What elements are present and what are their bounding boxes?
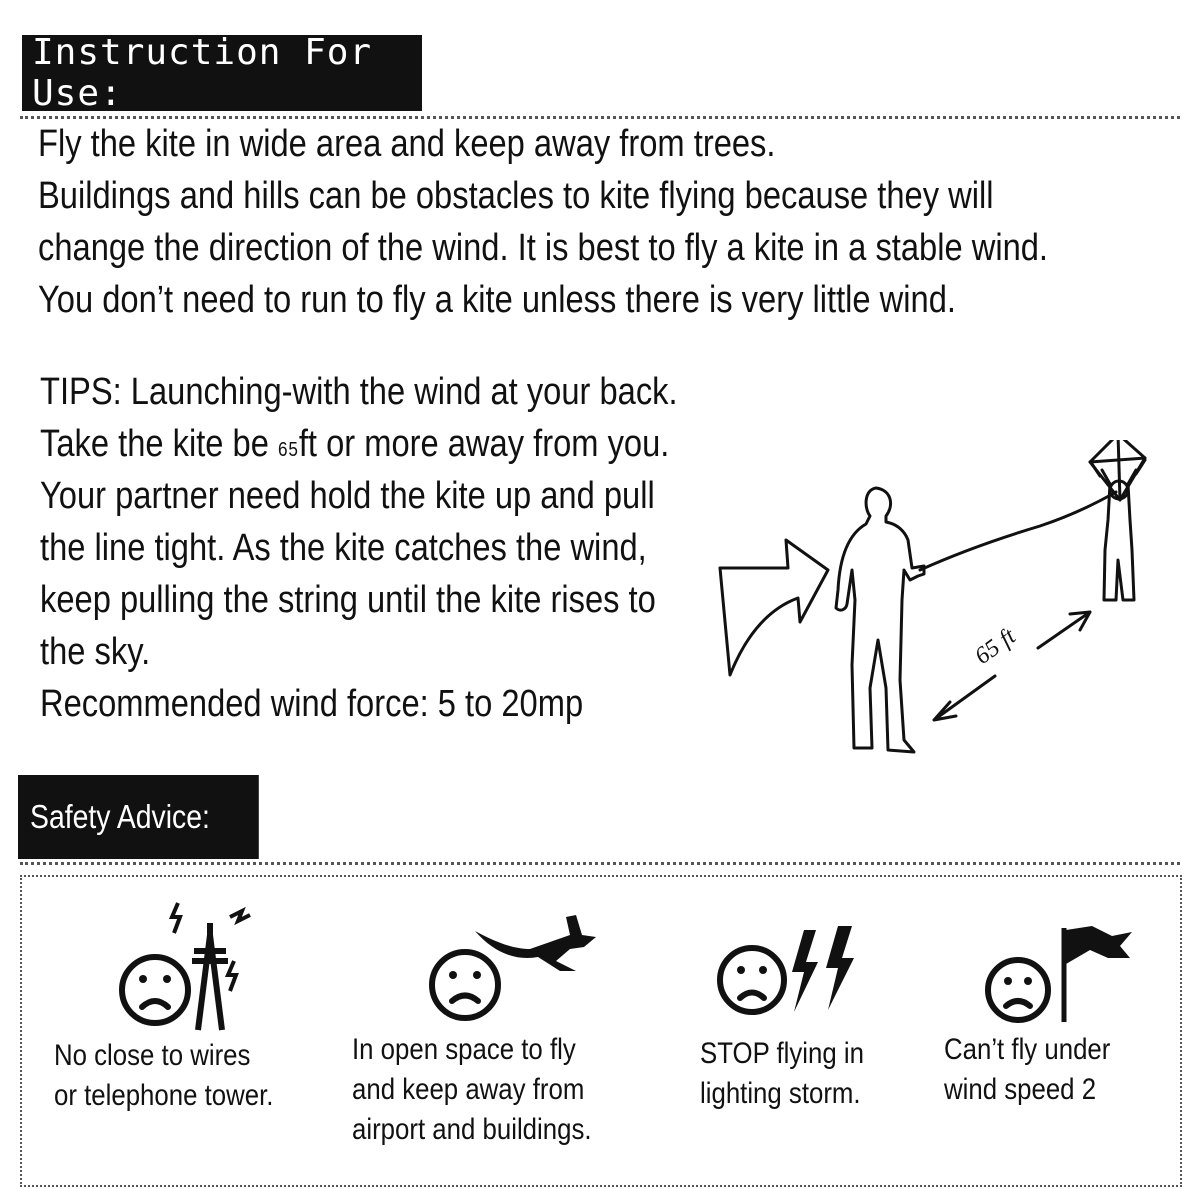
wind-arrow-icon bbox=[720, 540, 828, 675]
kite-launch-illustration bbox=[700, 440, 1200, 770]
distance-number: 65 bbox=[277, 439, 299, 461]
safety-caption-airport: In open space to fly and keep away from airport and buildings. bbox=[352, 1033, 592, 1146]
distance-arrow-icon bbox=[934, 676, 995, 720]
tips-line: the sky. bbox=[40, 631, 151, 673]
tips-line: keep pulling the string until the kite rises to bbox=[40, 579, 656, 621]
kite-icon bbox=[1090, 440, 1145, 500]
distance-arrow-icon bbox=[1038, 612, 1090, 648]
distance-label: 65 ft bbox=[970, 623, 1021, 670]
tips-line: Your partner need hold the kite up and pull bbox=[40, 475, 655, 517]
kite-string bbox=[920, 492, 1116, 570]
instruction-line: You don’t need to run to fly a kite unless there is very little wind. bbox=[38, 279, 956, 321]
sad-face-airplane-icon bbox=[420, 905, 600, 1035]
wind-force-line: Recommended wind force: 5 to 20mp bbox=[40, 683, 584, 725]
safety-caption-storm: STOP flying in lighting storm. bbox=[700, 1037, 864, 1110]
safety-banner-title: Safety Advice: bbox=[30, 798, 210, 835]
person-launcher-icon bbox=[836, 488, 924, 752]
safety-caption-wind: Can’t fly under wind speed 2 bbox=[944, 1033, 1111, 1106]
tips-line-distance: Take the kite be 65ft or more away from you. bbox=[40, 423, 670, 465]
sad-face-tower-icon bbox=[110, 895, 270, 1040]
safety-divider bbox=[20, 862, 1180, 865]
safety-caption-wires: No close to wires or telephone tower. bbox=[54, 1039, 274, 1112]
instruction-line: Buildings and hills can be obstacles to kite flying because they will bbox=[38, 175, 994, 217]
sad-face-flag-icon bbox=[980, 918, 1140, 1028]
instruction-banner-title: Instruction For Use: bbox=[32, 32, 373, 114]
safety-banner bbox=[18, 775, 259, 859]
tips-line: the line tight. As the kite catches the wind, bbox=[40, 527, 647, 569]
instruction-line: change the direction of the wind. It is best to fly a kite in a stable wind. bbox=[38, 227, 1049, 269]
tips-line: TIPS: Launching-with the wind at your back. bbox=[40, 371, 678, 413]
instruction-paragraph bbox=[38, 118, 1048, 326]
instruction-line: Fly the kite in wide area and keep away from trees. bbox=[38, 123, 776, 165]
sad-face-lightning-icon bbox=[712, 920, 872, 1040]
tips-paragraph bbox=[40, 366, 678, 730]
instruction-banner bbox=[22, 32, 422, 114]
